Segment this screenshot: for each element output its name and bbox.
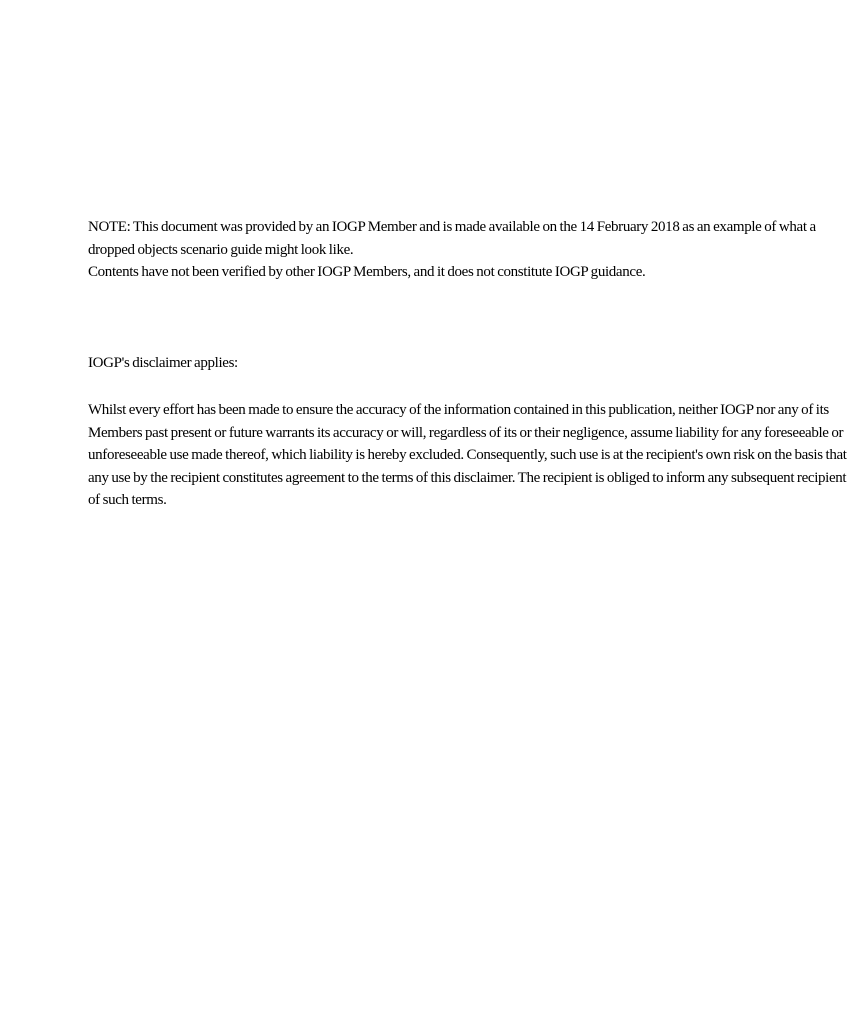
- disclaimer-heading-text: IOGP's disclaimer applies:: [88, 355, 238, 371]
- note-line-1: NOTE: This document was provided by an IOGP Member and is made available on the 14 February 2018 as an example of what a: [88, 219, 816, 235]
- disclaimer-heading: [88, 352, 708, 375]
- disclaimer-line-1: Whilst every effort has been made to ensure the accuracy of the information contained in this publication, neither IOGP nor any of its: [88, 402, 829, 418]
- note-line-2: dropped objects scenario guide might look like.: [88, 241, 354, 258]
- disclaimer-paragraph: [88, 399, 847, 512]
- disclaimer-line-3: unforeseeable use made thereof, which liability is hereby excluded. Consequently, such use is at the recipient's own risk on the basis that: [88, 447, 847, 463]
- note-line-3: Contents have not been verified by other IOGP Members, and it does not constitute IOGP guidance.: [88, 264, 646, 280]
- disclaimer-line-2: Members past present or future warrants its accuracy or will, regardless of its or their negligence, assume liability for any foreseeable or: [88, 424, 844, 441]
- note-paragraph: [88, 216, 816, 284]
- disclaimer-line-4: any use by the recipient constitutes agreement to the terms of this disclaimer. The recipient is obliged to inform any subsequent recipient: [88, 469, 847, 486]
- disclaimer-line-5: of such terms.: [88, 492, 167, 508]
